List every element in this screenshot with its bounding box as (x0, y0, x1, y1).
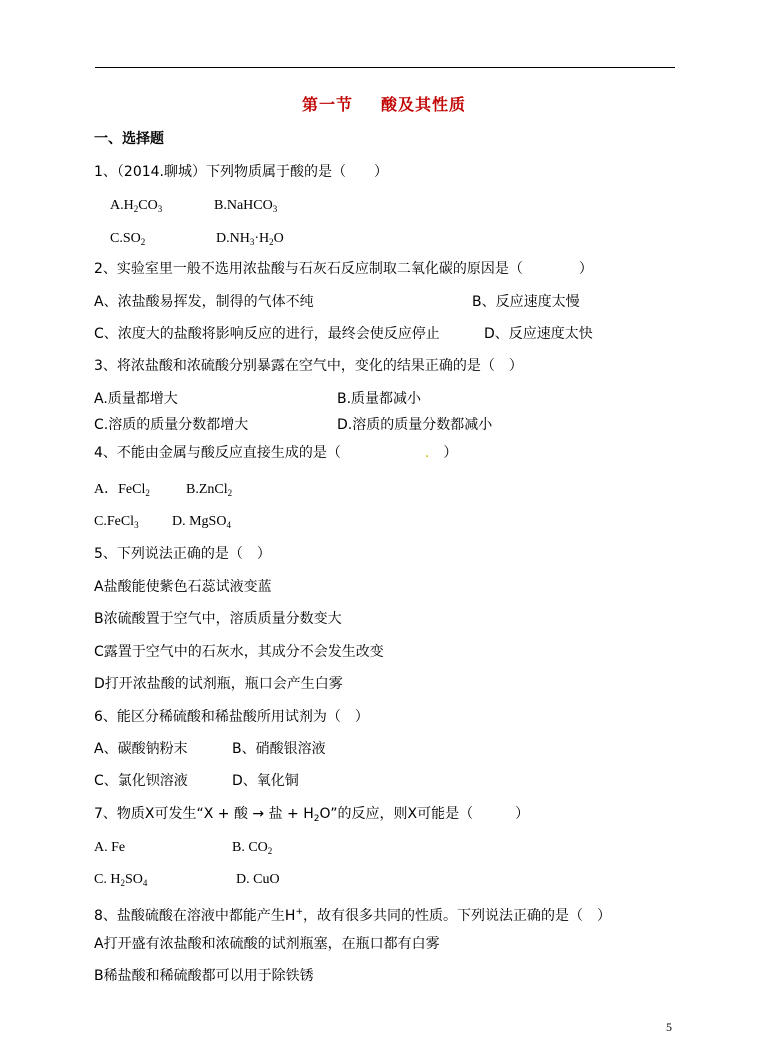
question-7-option-a: A. Fe (94, 840, 126, 855)
question-6-option-c: C、氯化钡溶液 (94, 773, 188, 789)
header-rule (95, 67, 675, 68)
question-1-stem: 1、（2014.聊城）下列物质属于酸的是（ ） (94, 164, 388, 180)
question-2-option-d: D、反应速度太快 (484, 326, 593, 342)
question-7-option-d: D. CuO (236, 872, 280, 887)
question-2-stem: 2、实验室里一般不选用浓盐酸与石灰石反应制取二氧化碳的原因是（ ） (94, 261, 593, 277)
question-4-option-a: A．FeCl$_2$ (94, 482, 150, 498)
section-heading: 一、选择题 (94, 131, 164, 147)
question-6-option-b: B、硝酸银溶液 (232, 741, 326, 757)
page-title (0, 92, 768, 115)
section-topic: 酸及其性质 (381, 95, 467, 114)
question-3-stem: 3、将浓盐酸和浓硫酸分别暴露在空气中，变化的结果正确的是（ ） (94, 358, 523, 374)
question-3-option-d: D.溶质的质量分数都减小 (337, 417, 493, 433)
question-3-option-b: B.质量都减小 (337, 391, 422, 407)
question-1-option-b: B.NaHCO$_3$ (214, 198, 278, 214)
question-6-option-d: D、氧化铜 (232, 773, 299, 789)
section-number: 第一节 (301, 95, 353, 114)
question-1-option-a: $A.H_2CO_3$ (110, 198, 163, 214)
question-8-option-b: B稀盐酸和稀硫酸都可以用于除铁锈 (94, 968, 314, 984)
question-5-option-b: B浓硫酸置于空气中，溶质质量分数变大 (94, 611, 342, 627)
question-3-option-a: A.质量都增大 (94, 391, 178, 407)
question-8-option-a: A打开盛有浓盐酸和浓硫酸的试剂瓶塞，在瓶口都有白雾 (94, 936, 440, 952)
question-7-stem: 7、物质X可发生“X + 酸 → 盐 + $H_2O$”的反应，则X可能是（ ） (94, 806, 530, 824)
question-7-option-b: B. $CO_2$ (232, 840, 273, 856)
question-4-option-c: C.FeCl$_3$ (94, 514, 139, 530)
question-5-option-d: D打开浓盐酸的试剂瓶，瓶口会产生白雾 (94, 676, 343, 692)
question-2-option-a: A、浓盐酸易挥发，制得的气体不纯 (94, 294, 314, 310)
question-1-option-c: $C.SO_2$ (110, 231, 146, 247)
question-6-stem: 6、能区分稀硫酸和稀盐酸所用试剂为（ ） (94, 709, 369, 725)
question-5-option-a: A盐酸能使紫色石蕊试液变蓝 (94, 579, 272, 595)
question-6-option-a: A、碳酸钠粉末 (94, 741, 188, 757)
question-1-option-d: $D.NH_3\cdot H_2O$ (216, 231, 284, 247)
question-8-stem: 8、盐酸硫酸在溶液中都能产生H+，故有很多共同的性质。下列说法正确的是（ ） (94, 907, 611, 924)
question-4-stem: 4、不能由金属与酸反应直接生成的是（ . ） (94, 445, 458, 461)
question-5-stem: 5、下列说法正确的是（ ） (94, 546, 271, 562)
question-2-option-b: B、反应速度太慢 (472, 294, 580, 310)
page-number: 5 (666, 1020, 672, 1034)
question-4-option-d: D. MgSO$_4$ (172, 514, 231, 530)
question-3-option-c: C.溶质的质量分数都增大 (94, 417, 249, 433)
question-2-option-c: C、浓度大的盐酸将影响反应的进行，最终会使反应停止 (94, 326, 440, 342)
question-7-option-c: C. $H_2SO_4$ (94, 872, 148, 888)
question-5-option-c: C露置于空气中的石灰水，其成分不会发生改变 (94, 644, 384, 660)
question-4-option-b: B.ZnCl$_2$ (186, 482, 233, 498)
